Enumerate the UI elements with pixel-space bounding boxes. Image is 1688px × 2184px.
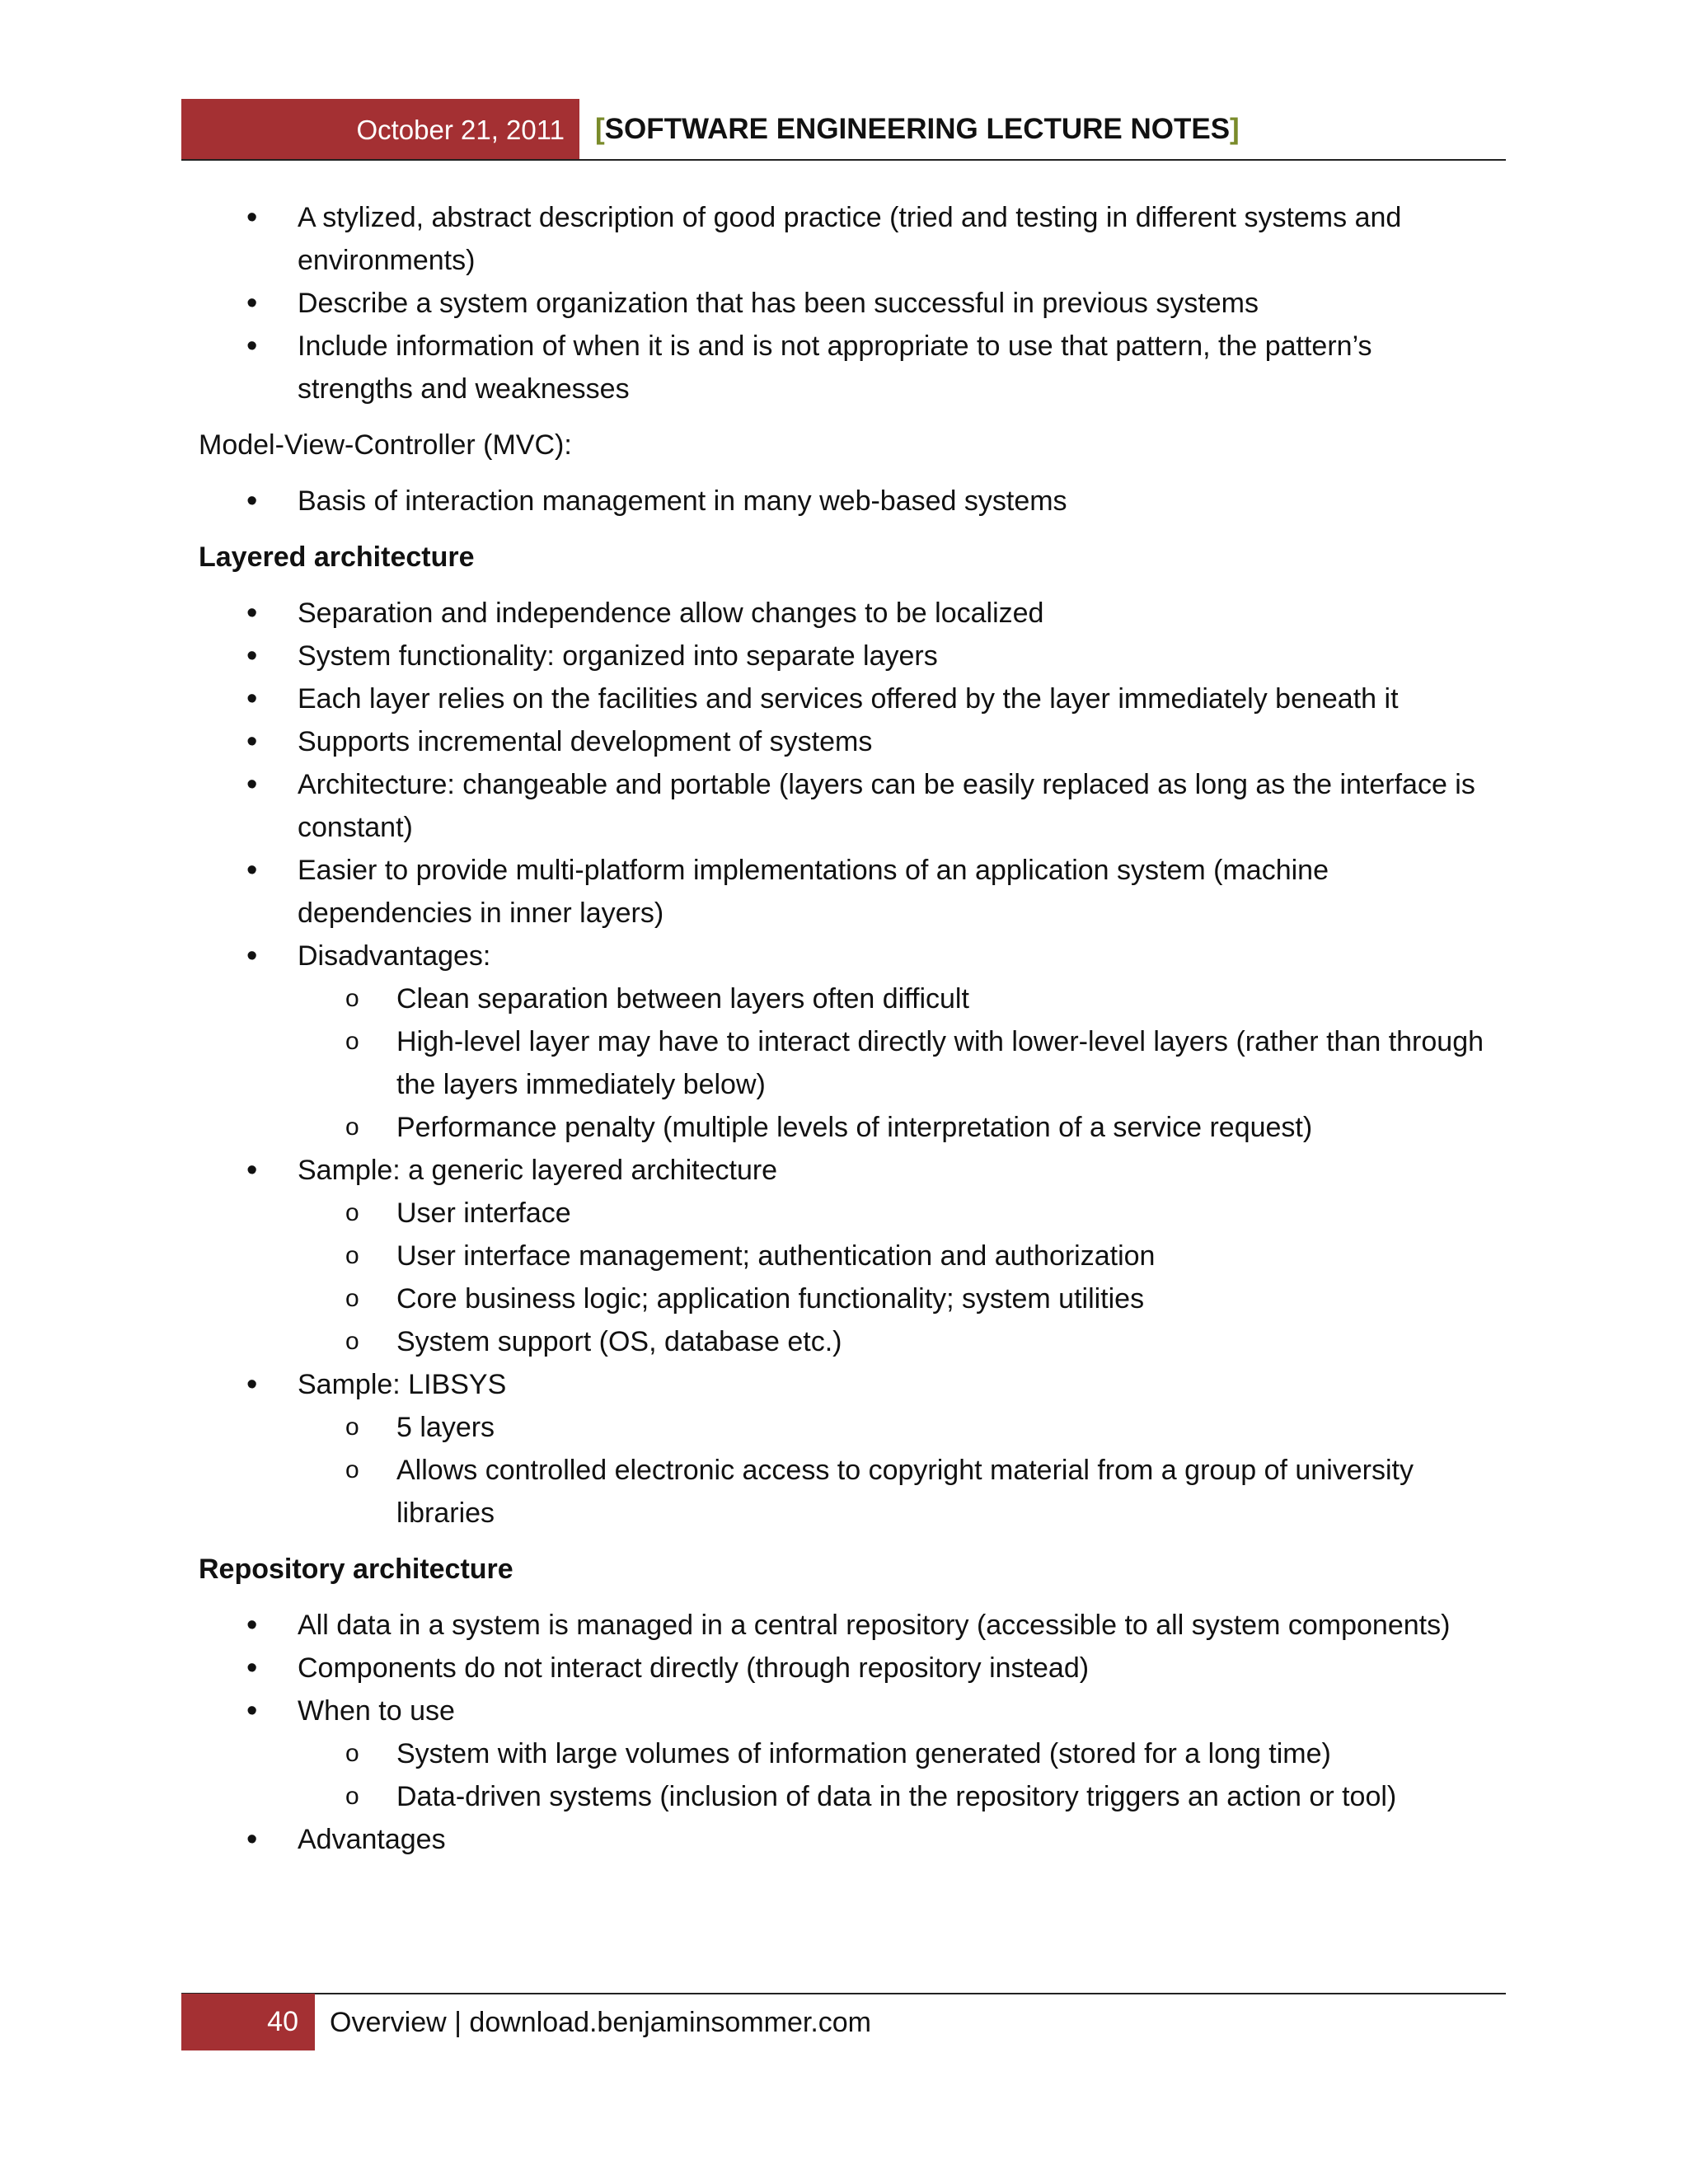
list-item: • Describe a system organization that has been successful in previous systems	[199, 282, 1484, 325]
disadvantages-sublist	[298, 977, 1484, 1149]
sublist-item: o Core business logic; application functionality; system utilities	[298, 1277, 1484, 1320]
list-item: • All data in a system is managed in a central repository (accessible to all system components)	[199, 1604, 1484, 1647]
header-date-band	[181, 99, 579, 160]
header-divider	[181, 159, 1506, 161]
layered-list	[199, 592, 1484, 1535]
when-to-use-label: When to use	[298, 1695, 455, 1727]
list-item: • Separation and independence allow changes to be localized	[199, 592, 1484, 635]
page-number: 40	[267, 2006, 298, 2037]
header-date: October 21, 2011	[356, 115, 565, 145]
list-item-sample-generic	[199, 1149, 1484, 1363]
footer-text: Overview | download.benjaminsommer.com	[330, 2007, 871, 2038]
sublist-item: o High-level layer may have to interact directly with lower-level layers (rather than through the layers immediately below)	[298, 1020, 1484, 1106]
list-item: • Advantages	[199, 1818, 1484, 1861]
list-item: • Basis of interaction management in many web-based systems	[199, 480, 1484, 523]
sublist-item: o User interface management; authentication and authorization	[298, 1235, 1484, 1277]
header-title-text: SOFTWARE ENGINEERING LECTURE NOTES	[604, 113, 1231, 145]
section-heading-layered: Layered architecture	[199, 541, 475, 573]
page-body	[199, 196, 1484, 1861]
intro-list	[199, 196, 1484, 410]
sublist-item: o 5 layers	[298, 1406, 1484, 1449]
list-item: • System functionality: organized into separate layers	[199, 635, 1484, 677]
sample-libsys-label: Sample: LIBSYS	[298, 1369, 507, 1400]
sublist-item: o System with large volumes of information generated (stored for a long time)	[298, 1732, 1484, 1775]
sublist-item: o Allows controlled electronic access to copyright material from a group of university libraries	[298, 1449, 1484, 1535]
list-item-sample-libsys	[199, 1363, 1484, 1535]
sublist-item: o Clean separation between layers often difficult	[298, 977, 1484, 1020]
when-to-use-sublist	[298, 1732, 1484, 1818]
list-item: • Architecture: changeable and portable (layers can be easily replaced as long as the interface is constant)	[199, 763, 1484, 849]
mvc-list	[199, 480, 1484, 523]
sample-generic-sublist	[298, 1192, 1484, 1363]
list-item: • Include information of when it is and is not appropriate to use that pattern, the pattern’s strengths and weaknesses	[199, 325, 1484, 410]
list-item: • Easier to provide multi-platform implementations of an application system (machine dependencies in inner layers)	[199, 849, 1484, 935]
sample-libsys-sublist	[298, 1406, 1484, 1535]
list-item: • Supports incremental development of systems	[199, 720, 1484, 763]
list-item: • Components do not interact directly (through repository instead)	[199, 1647, 1484, 1690]
header-title	[595, 112, 1240, 147]
sublist-item: o Performance penalty (multiple levels of interpretation of a service request)	[298, 1106, 1484, 1149]
footer-divider	[181, 1993, 1506, 1994]
list-item-disadvantages	[199, 935, 1484, 1149]
list-item-when-to-use	[199, 1690, 1484, 1818]
list-item: • Each layer relies on the facilities and services offered by the layer immediately beneath it	[199, 677, 1484, 720]
sample-generic-label: Sample: a generic layered architecture	[298, 1155, 778, 1186]
repository-list	[199, 1604, 1484, 1861]
sublist-item: o User interface	[298, 1192, 1484, 1235]
section-heading-repository: Repository architecture	[199, 1554, 513, 1585]
header-bracket-close: ]	[1230, 113, 1240, 145]
mvc-label: Model-View-Controller (MVC):	[199, 429, 572, 461]
sublist-item: o System support (OS, database etc.)	[298, 1320, 1484, 1363]
footer-page-band	[181, 1994, 315, 2050]
header-bracket-open: [	[595, 113, 605, 145]
list-item: • A stylized, abstract description of good practice (tried and testing in different systems and environments)	[199, 196, 1484, 282]
sublist-item: o Data-driven systems (inclusion of data in the repository triggers an action or tool)	[298, 1775, 1484, 1818]
disadvantages-label: Disadvantages:	[298, 940, 491, 972]
